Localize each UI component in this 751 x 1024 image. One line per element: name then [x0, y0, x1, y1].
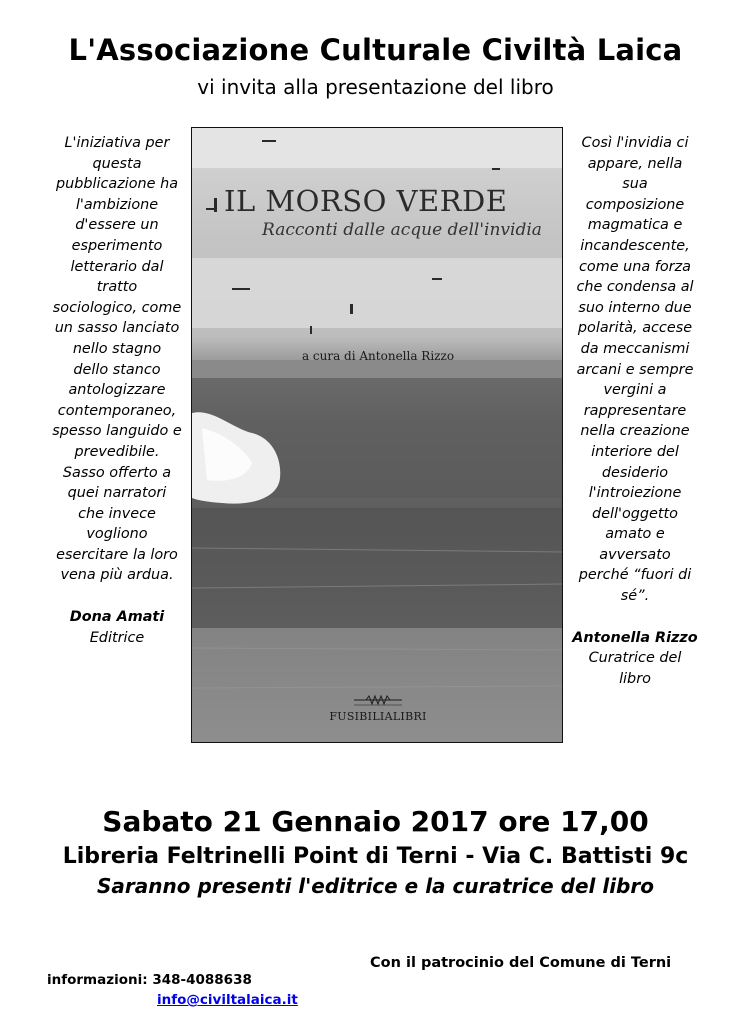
- text-line: che invece: [78, 505, 156, 522]
- text-line: esercitare la loro: [56, 546, 178, 563]
- text-line: contemporaneo,: [57, 402, 177, 419]
- email-link[interactable]: info@civiltalaica.it: [157, 992, 298, 1008]
- text-line: vena più ardua.: [60, 567, 174, 584]
- left-quote-text: [42, 133, 192, 586]
- cover-title: IL MORSO VERDE: [224, 184, 508, 218]
- text-line: perché “fuori di: [578, 567, 692, 584]
- text-line: prevedibile.: [74, 443, 160, 460]
- text-line: tratto: [96, 279, 138, 296]
- text-line: polarità, accese: [577, 320, 693, 337]
- right-quote-text: [560, 133, 710, 607]
- info-phone: informazioni: 348-4088638: [47, 972, 252, 988]
- text-line: vogliono: [86, 526, 148, 543]
- text-line: vergini a: [603, 382, 667, 399]
- text-line: Curatrice del: [588, 650, 682, 667]
- text-line: appare, nella: [587, 155, 683, 172]
- text-line: avversato: [599, 546, 671, 563]
- text-line: sé”.: [620, 588, 650, 605]
- text-line: questa: [92, 155, 142, 172]
- text-line: esperimento: [71, 237, 163, 254]
- text-line: L'iniziativa per: [64, 135, 170, 151]
- text-line: desiderio: [601, 464, 669, 481]
- text-line: pubblicazione ha: [55, 176, 179, 193]
- text-line: magmatica e: [587, 217, 683, 234]
- text-line: quei narratori: [67, 485, 167, 502]
- text-line: amato e: [605, 526, 665, 543]
- text-line: antologizzare: [68, 382, 166, 399]
- text-line: arcani e sempre: [576, 361, 694, 378]
- left-signature-name: Dona Amati: [69, 609, 165, 626]
- cover-editor: a cura di Antonella Rizzo: [301, 349, 455, 363]
- right-quote-column: [560, 133, 710, 689]
- text-line: composizione: [585, 196, 685, 213]
- text-line: l'introiezione: [588, 485, 682, 502]
- text-line: nella creazione: [580, 423, 690, 440]
- text-line: dell'oggetto: [592, 505, 678, 522]
- cover-publisher: FUSIBILIALIBRI: [329, 710, 427, 723]
- book-cover: [191, 127, 563, 743]
- text-line: sua: [622, 176, 648, 193]
- left-quote-column: [42, 133, 192, 648]
- text-line: da meccanismi: [580, 340, 690, 357]
- event-venue: Libreria Feltrinelli Point di Terni - Via C. Battisti 9c: [62, 844, 689, 869]
- text-line: Sasso offerto a: [62, 464, 172, 481]
- event-note: Saranno presenti l'editrice e la curatrice del libro: [97, 874, 654, 898]
- page-subtitle: vi invita alla presentazione del libro: [197, 75, 554, 99]
- left-signature-role: Editrice: [89, 629, 145, 646]
- text-line: sociologico, come: [52, 299, 182, 316]
- event-date: Sabato 21 Gennaio 2017 ore 17,00: [102, 805, 649, 838]
- text-line: un sasso lanciato: [54, 320, 180, 337]
- cover-subtitle: Racconti dalle acque dell'invidia: [262, 220, 542, 240]
- text-line: nello stagno: [72, 340, 162, 357]
- text-line: spesso languido e: [52, 423, 182, 440]
- text-line: suo interno due: [578, 299, 692, 316]
- text-line: incandescente,: [580, 237, 690, 254]
- patronage-text: Con il patrocinio del Comune di Terni: [370, 955, 672, 971]
- fuse-logo-icon: [354, 694, 402, 706]
- text-line: d'essere un: [75, 217, 159, 234]
- text-line: interiore del: [591, 443, 679, 460]
- text-line: come una forza: [579, 258, 691, 275]
- text-line: letterario dal: [70, 258, 164, 275]
- right-signature-role: [560, 648, 710, 689]
- text-line: libro: [619, 670, 651, 687]
- text-line: che condensa al: [576, 279, 694, 296]
- text-line: dello stanco: [73, 361, 161, 378]
- text-line: l'ambizione: [75, 196, 159, 213]
- text-line: rappresentare: [583, 402, 687, 419]
- page-title: L'Associazione Culturale Civiltà Laica: [68, 33, 683, 67]
- right-signature-name: Antonella Rizzo: [572, 629, 698, 646]
- text-line: Così l'invidia ci: [581, 135, 689, 151]
